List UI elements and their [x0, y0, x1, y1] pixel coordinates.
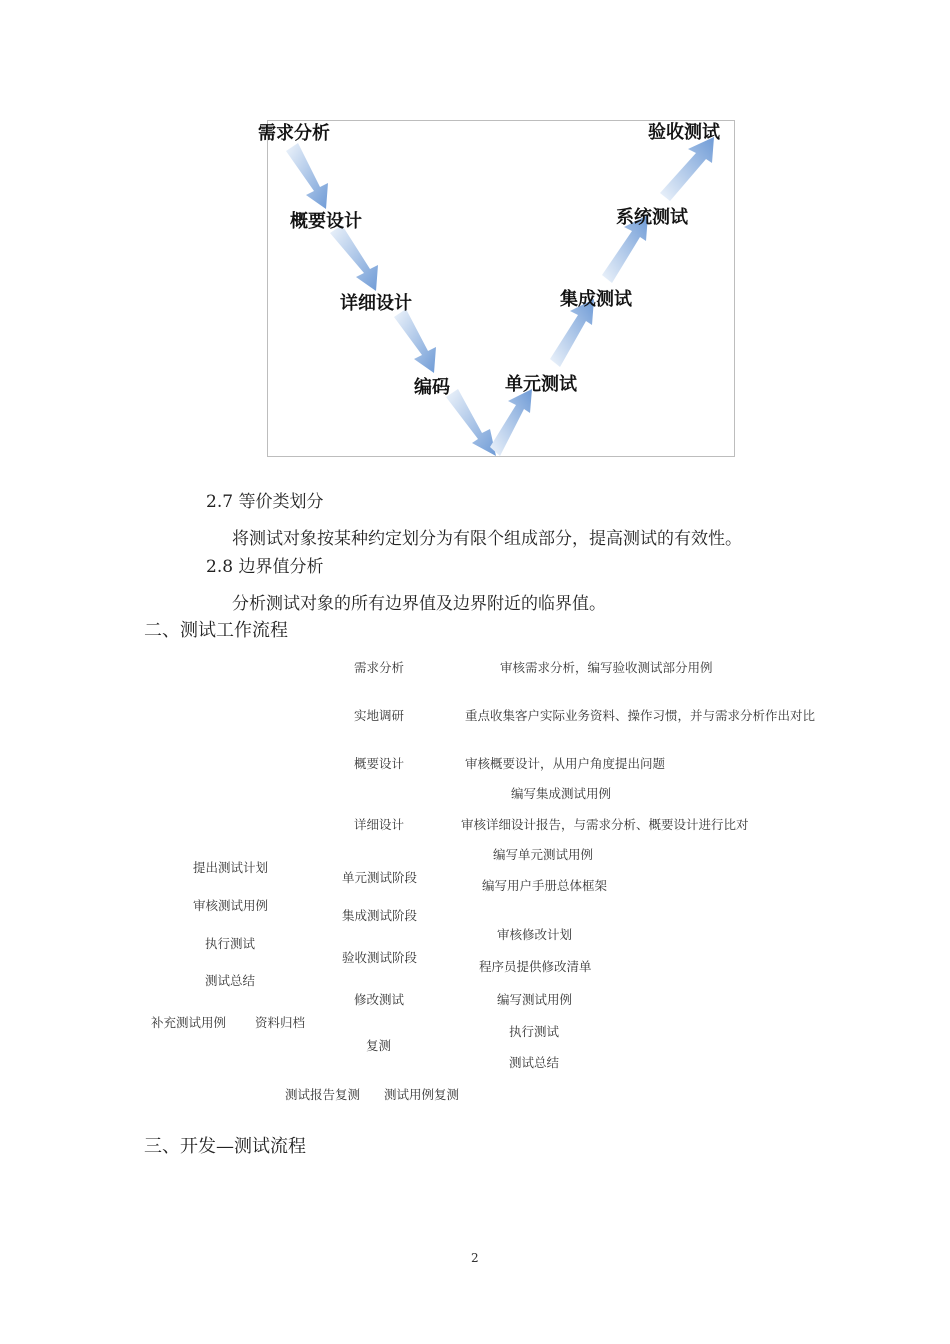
flow-left-review-cases: 审核测试用例	[193, 898, 269, 913]
flow-right-11: 测试总结	[509, 1055, 560, 1070]
flow-mid-outline-design: 概要设计	[354, 756, 405, 771]
flow-right-9: 编写测试用例	[497, 992, 573, 1007]
v-label-detail-design: 详细设计	[340, 293, 412, 314]
flow-right-10: 执行测试	[509, 1024, 560, 1039]
flow-mid-acceptance-phase: 验收测试阶段	[342, 950, 418, 965]
v-label-requirements: 需求分析	[258, 123, 330, 144]
flow-mid-integration-phase: 集成测试阶段	[342, 908, 418, 923]
flow-right-2: 审核概要设计，从用户角度提出问题	[465, 756, 666, 771]
arrow-down-2	[330, 225, 378, 291]
v-label-acceptance-test: 验收测试	[648, 122, 720, 143]
v-label-coding: 编码	[414, 377, 450, 398]
arrow-down-3	[394, 309, 436, 373]
flow-right-5: 编写单元测试用例	[493, 847, 594, 862]
arrow-up-1	[490, 389, 532, 456]
paragraph-2-7: 将测试对象按某种约定划分为有限个组成部分，提高测试的有效性。	[232, 529, 742, 549]
arrow-down-1	[286, 143, 328, 209]
flow-left-execute: 执行测试	[205, 936, 256, 951]
v-label-unit-test: 单元测试	[505, 374, 577, 395]
flow-right-8: 程序员提供修改清单	[479, 959, 592, 974]
arrow-up-4	[660, 137, 714, 201]
flow-mid-retest: 复测	[366, 1038, 392, 1053]
flow-mid-field-research: 实地调研	[354, 708, 405, 723]
flow-mid-detail-design: 详细设计	[354, 817, 405, 832]
flow-right-6: 编写用户手册总体框架	[482, 878, 608, 893]
heading-2-8: 2.8 边界值分析	[206, 557, 324, 577]
flow-left-summary: 测试总结	[205, 973, 256, 988]
heading-2-7: 2.7 等价类划分	[206, 492, 324, 512]
flow-mid-requirements: 需求分析	[354, 660, 405, 675]
flow-right-0: 审核需求分析，编写验收测试部分用例	[500, 660, 713, 675]
flow-mid-unit-test-phase: 单元测试阶段	[342, 870, 418, 885]
v-label-outline-design: 概要设计	[290, 211, 362, 232]
flow-mid-modify-test: 修改测试	[354, 992, 405, 1007]
flow-right-7: 审核修改计划	[497, 927, 573, 942]
v-model-diagram	[258, 120, 735, 457]
flow-left-archive: 资料归档	[255, 1015, 306, 1030]
flow-left-test-plan: 提出测试计划	[193, 860, 269, 875]
flow-right-3: 编写集成测试用例	[511, 786, 612, 801]
section-title-two: 二、测试工作流程	[144, 620, 288, 641]
page-number: 2	[471, 1251, 479, 1265]
flow-bottom-report-retest: 测试报告复测	[285, 1087, 361, 1102]
flow-bottom-case-retest: 测试用例复测	[384, 1087, 460, 1102]
arrow-down-4	[446, 389, 496, 456]
flow-left-supplement-cases: 补充测试用例	[151, 1015, 227, 1030]
flow-right-4: 审核详细设计报告，与需求分析、概要设计进行比对	[461, 817, 749, 832]
section-title-three: 三、开发—测试流程	[144, 1136, 306, 1157]
v-model-arrows	[268, 121, 734, 456]
paragraph-2-8: 分析测试对象的所有边界值及边界附近的临界值。	[232, 594, 606, 614]
flow-right-1: 重点收集客户实际业务资料、操作习惯，并与需求分析作出对比	[465, 708, 816, 723]
v-label-integration-test: 集成测试	[560, 289, 632, 310]
v-label-system-test: 系统测试	[616, 207, 688, 228]
